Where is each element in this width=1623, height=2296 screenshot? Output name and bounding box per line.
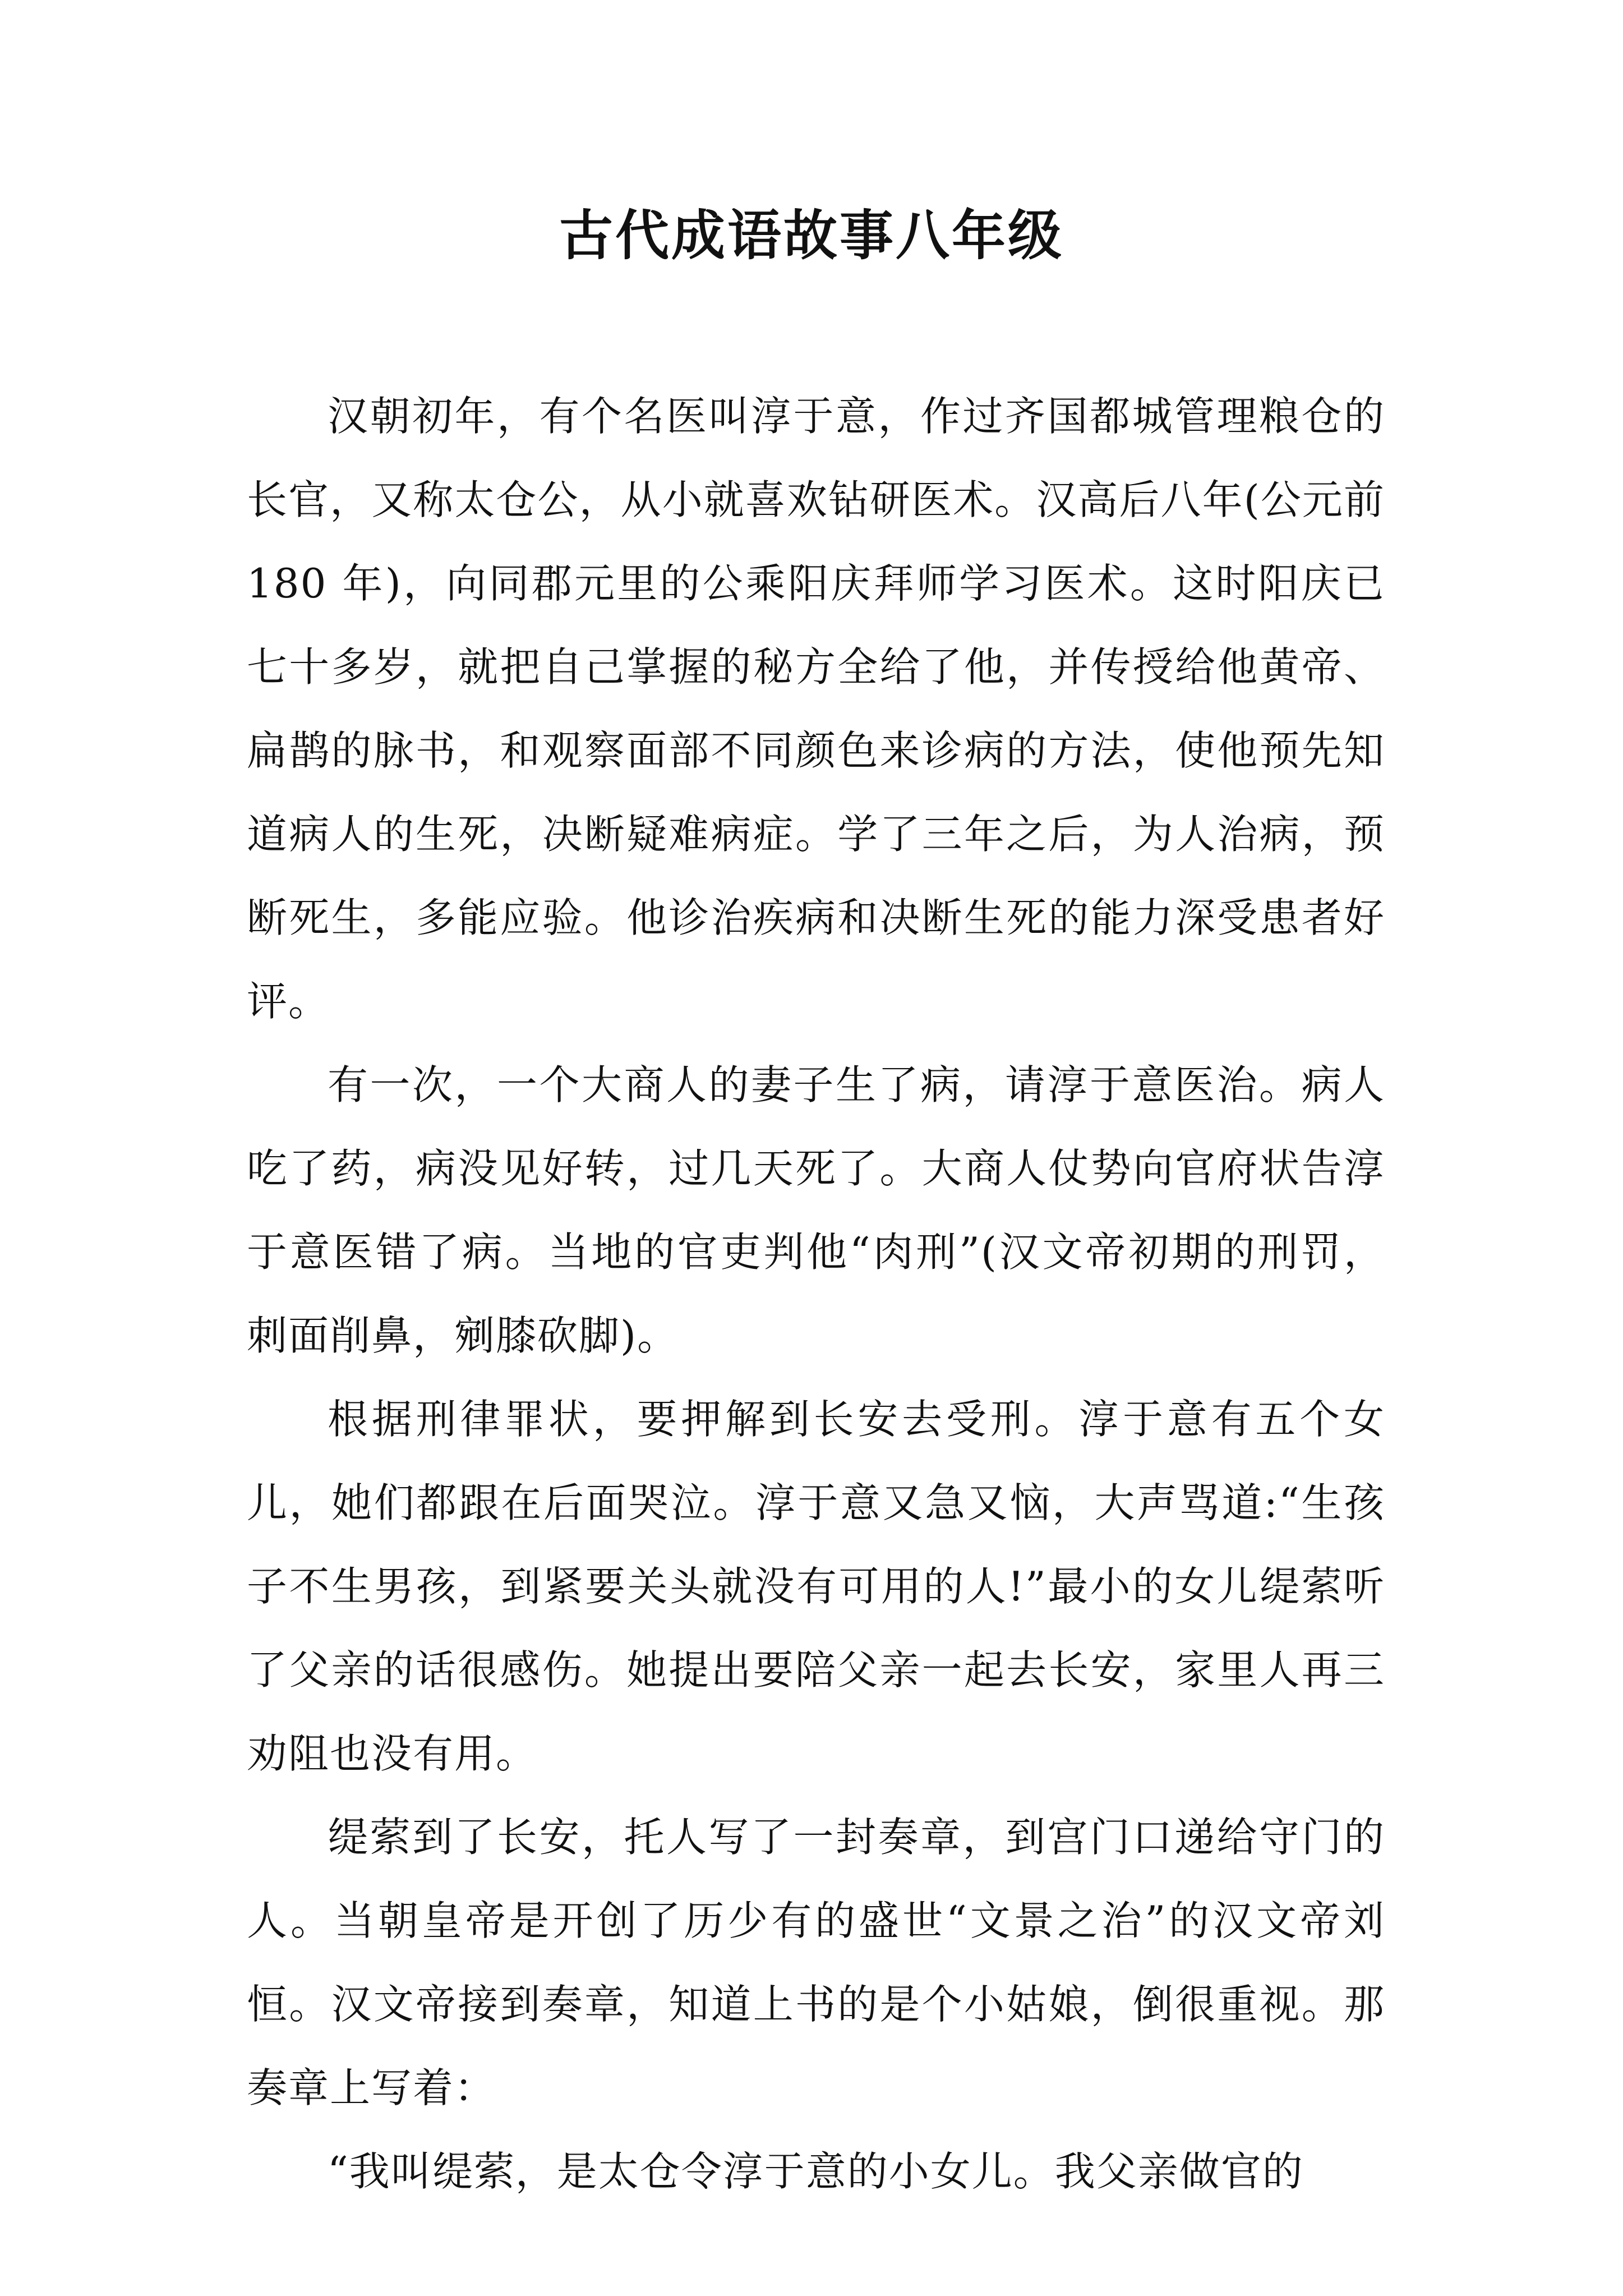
paragraph-2: 有一次，一个大商人的妻子生了病，请淳于意医治。病人吃了药，病没见好转，过几天死了。大商人仗势向官府状告淳于意医错了病。当地的官吏判他“肉刑”(汉文帝初期的刑罚，刺面削鼻，剜膝砍脚)。 bbox=[247, 1061, 1385, 1359]
paragraph-3: 根据刑律罪状，要押解到长安去受刑。淳于意有五个女儿，她们都跟在后面哭泣。淳于意又急又恼，大声骂道:“生孩子不生男孩，到紧要关头就没有可用的人!”最小的女儿缇萦听了父亲的话很感伤。她提出要陪父亲一起去长安，家里人再三劝阻也没有用。 bbox=[247, 1396, 1385, 1777]
paragraph-1: 汉朝初年，有个名医叫淳于意，作过齐国都城管理粮仓的长官，又称太仓公，从小就喜欢钻研医术。汉高后八年(公元前 180 年)，向同郡元里的公乘阳庆拜师学习医术。这时阳庆已七十多岁，就把自己掌握的秘方全给了他，并传授给他黄帝、扁鹊的脉书，和观察面部不同颜色来诊病的方法，使他预先知道病人的生死，决断疑难病症。学了三年之后，为人治病，预断死生，多能应验。他诊治疾病和决断生死的能力深受患者好评。 bbox=[247, 393, 1385, 1025]
document-title: 古代成语故事八年级 bbox=[559, 204, 1064, 267]
document-body bbox=[247, 375, 1385, 2214]
paragraph-4: 缇萦到了长安，托人写了一封奏章，到宫门口递给守门的人。当朝皇帝是开创了历少有的盛世“文景之治”的汉文帝刘恒。汉文帝接到奏章，知道上书的是个小姑娘，倒很重视。那奏章上写着： bbox=[247, 1814, 1385, 2111]
paragraph-5: “我叫缇萦，是太仓令淳于意的小女儿。我父亲做官的 bbox=[328, 2148, 1304, 2195]
